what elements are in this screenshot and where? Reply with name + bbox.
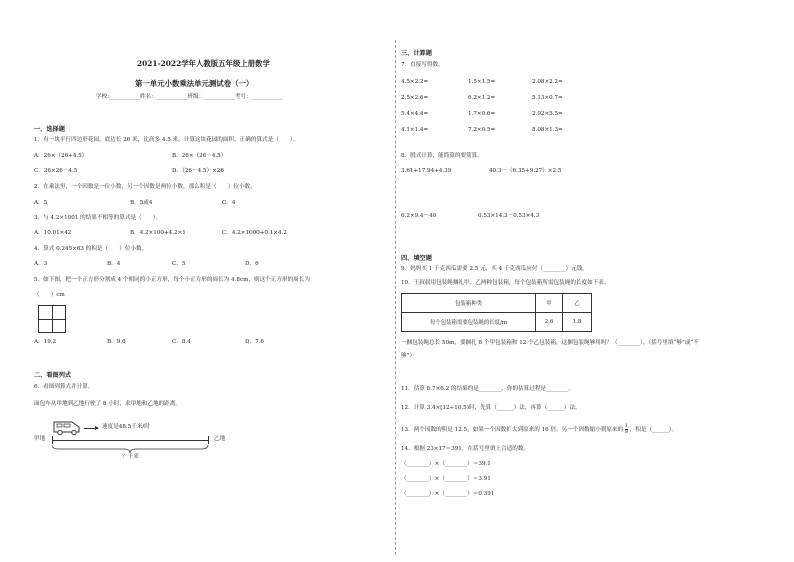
table-header-cell: 乙	[563, 294, 592, 313]
q12-text: 12．计算 3.4×[12÷10.5)时，先算（______）法，再算（______）法。	[401, 405, 581, 411]
section3-heading: 三、计算题	[401, 50, 432, 57]
van-icon	[52, 418, 82, 436]
section1-heading: 一、选择题	[34, 126, 65, 133]
direct-calc-4: 2.5×2.6=	[401, 95, 429, 101]
q4-text: 4．算式 0.245×63 的积是（ ）位小数。	[34, 246, 148, 252]
q13-text	[401, 424, 677, 435]
distance-brace	[52, 444, 209, 454]
table-row	[402, 313, 592, 332]
q14-blank-1[interactable]: （________）×（________）＝39.1	[401, 461, 491, 467]
q6-description: 面包车从甲地到乙地行驶了 8 小时，求甲地和乙地的距离。	[34, 401, 181, 407]
direct-calc-3: 2.08×2.2=	[532, 79, 563, 85]
one-eighth-fraction	[625, 424, 628, 435]
direct-calc-9: 2.02×5.5=	[532, 111, 563, 117]
section2-heading: 二、看图列式	[34, 372, 72, 379]
table-header-row	[402, 294, 592, 313]
q5-option-c: C．8.4	[172, 339, 191, 345]
q5-option-d: D．7.6	[245, 339, 264, 345]
q14-blank-3[interactable]: （________）×（________）＝0.391	[401, 491, 495, 497]
q11-text: 11．估算 8.7×6.2 的结果约是________，你的估算过程是________。	[401, 386, 574, 392]
q2-text: 2．在乘法里，一个因数是一位小数，另一个因数是两位小数，那么积是（ ）位小数。	[34, 184, 256, 190]
q1-option-a: A．26×（26+4.5）	[34, 153, 88, 159]
arrow-head	[95, 426, 99, 430]
q7-text: 7．直接写得数。	[401, 62, 444, 68]
expr-1: 3.61+17.94+4.39	[401, 168, 452, 174]
direct-calc-1: 4.5×2.2=	[401, 79, 429, 85]
fraction-numerator: 1	[625, 424, 628, 429]
section4-heading: 四、填空题	[401, 255, 432, 262]
q1-option-d: D．（26－4.5）×26	[172, 168, 224, 174]
q5-option-b: B．9.6	[107, 339, 126, 345]
expr-3: 6.2×9.4－40	[401, 213, 437, 219]
table-header-cell: 包装箱种类	[402, 294, 536, 313]
table-cell: 每个包装箱需要包装绳的长度/m	[402, 313, 536, 332]
q2-option-b: B．5或4	[130, 200, 153, 206]
q1-option-b: B．26×（26－4.5）	[172, 153, 227, 159]
direct-calc-7: 5.4×4.4=	[401, 111, 429, 117]
q5-option-a: A．19.2	[34, 339, 57, 345]
expr-4: 0.53×14.3－0.53×4.3	[478, 213, 540, 219]
q5-text: 5．如下图，把一个正方形分割成 4 个相同的小正方形，每个小正方形的周长为 4.8cm，则这个正方形的周长为	[34, 277, 310, 283]
q9-text: 9．妈妈买 1 千克西瓜需要 2.5 元，买 4 千克西瓜应付（________）元钱。	[401, 266, 588, 272]
q14-blank-2[interactable]: （________）×（________）＝3.91	[401, 476, 491, 482]
q5-text-cont: （ ）cm	[34, 292, 65, 298]
square-grid-figure	[38, 305, 66, 333]
expr-2: 40.3－（6.35+9.27）×2.5	[489, 168, 562, 174]
student-info-line: 学校:___________姓名：___________班级：___________考号：___________	[96, 94, 283, 100]
direct-calc-10: 4.1×1.4=	[401, 127, 429, 133]
direct-calc-12: 8.08×1.3=	[532, 127, 563, 133]
q1-text: 1．有一块平行四边形花园，底边长 26 米，比高多 4.5 米，计算这块花园的面积，正确的算式是（ ）。	[34, 137, 299, 143]
q4-option-c: C．5	[172, 261, 186, 267]
q10-question: 一捆包装绳总长 50m，要捆扎 8 个甲包装箱和 12 个乙包装箱，这捆包装绳够用吗？（________）。（括号里填“够”或“不	[401, 340, 699, 346]
q4-option-a: A．3	[34, 261, 48, 267]
q3-option-b: B．4.2×100+4.2×1	[130, 230, 186, 236]
distance-line	[52, 440, 208, 441]
direct-calc-2: 1.5×1.5=	[468, 79, 496, 85]
q13-text-start: 13．两个因数的积是 12.5，如果一个因数扩大到原来的 16 倍，另一个因数缩小到原来的	[401, 427, 624, 433]
table-header-cell: 甲	[536, 294, 563, 313]
start-label: 甲地	[34, 436, 46, 442]
exam-title-line1: 2021-2022学年人教版五年级上册数学	[137, 59, 270, 68]
q4-option-b: B．4	[107, 261, 121, 267]
q13-text-end: ，积是（______）。	[629, 427, 678, 433]
direct-calc-5: 6.2×1.2=	[468, 95, 496, 101]
packaging-table	[401, 293, 592, 332]
table-cell: 2.6	[536, 313, 563, 332]
q14-text: 14．根据 23×17＝391，在括号里填上合适的数。	[401, 446, 529, 452]
line-tick-start	[52, 436, 53, 444]
q8-text: 8．脱式计算，能简算的要简算。	[401, 153, 483, 159]
q1-option-c: C．26×26－4.5	[34, 168, 78, 174]
speed-label: 速度是48.5千米/时	[102, 424, 150, 430]
end-label: 乙地	[214, 436, 226, 442]
table-cell: 1.8	[563, 313, 592, 332]
direct-calc-11: 7.2×0.5=	[468, 127, 496, 133]
q3-text: 3．与 4.2×1001 的结果不相等的算式是（ ）。	[34, 215, 162, 221]
q6-text: 6．看图列算式并计算。	[34, 384, 94, 390]
direct-calc-8: 1.7×0.6=	[468, 111, 496, 117]
exam-title-line2: 第一单元小数乘法单元测试卷（一）	[135, 79, 254, 88]
q3-option-a: A．10.01×42	[34, 230, 72, 236]
q2-option-a: A．5	[34, 200, 48, 206]
q4-option-d: D．6	[245, 261, 259, 267]
q10-text: 10．王叔叔用包装绳捆扎甲、乙两种包装箱，每个包装箱所需包装绳的长度如下表。	[401, 280, 610, 286]
column-divider	[395, 40, 396, 555]
direct-calc-6: 5.13×0.7=	[532, 95, 563, 101]
line-tick-end	[208, 436, 209, 444]
q10-question-cont: 够”）	[401, 353, 416, 359]
q2-option-c: C．4	[222, 200, 236, 206]
unknown-distance-label: ？千米	[122, 454, 139, 460]
q3-option-c: C．4.2×1000+0.1×4.2	[222, 230, 287, 236]
fraction-denominator: 8	[625, 430, 628, 435]
